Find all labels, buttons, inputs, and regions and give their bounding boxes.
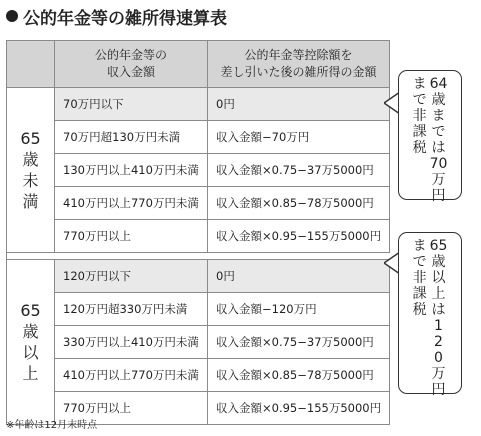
- title-text: 公的年金等の雑所得速算表: [23, 8, 227, 29]
- amount-cell: 収入金額×0.85−78万5000円: [208, 187, 390, 220]
- amount-cell: 収入金額×0.75−37万5000円: [208, 154, 390, 187]
- amount-cell: 収入金額−120万円: [208, 293, 390, 326]
- age-label-65-over: 65 歳 以 上: [7, 260, 55, 425]
- income-cell: 770万円以上: [55, 392, 208, 425]
- amount-cell: 収入金額−70万円: [208, 121, 390, 154]
- header-income: 公的年金等の 収入金額: [55, 41, 208, 88]
- amount-cell: 収入金額×0.95−155万5000円: [208, 220, 390, 253]
- amount-cell: 収入金額×0.95−155万5000円: [208, 392, 390, 425]
- income-cell: 120万円超330万円未満: [55, 293, 208, 326]
- table-row: [7, 121, 390, 154]
- callout-col-sub: ま で 非 課 税: [412, 76, 427, 156]
- amount-cell: 0円: [208, 88, 390, 121]
- table-row: [7, 359, 390, 392]
- age-label-under-65: 65 歳 未 満: [7, 88, 55, 253]
- income-cell: 70万円以下: [55, 88, 208, 121]
- callout-col-main: 65 歳 以 上 は 1 2 0 万 円: [429, 238, 448, 398]
- income-cell: 120万円以下: [55, 260, 208, 293]
- header-age-empty: [7, 41, 55, 88]
- income-cell: 130万円以上410万円未満: [55, 154, 208, 187]
- group-gap: [7, 253, 390, 260]
- callout-col-main: 64 歳 ま で は 70 万 円: [429, 76, 448, 204]
- table-row: [7, 260, 390, 293]
- bullet-icon: [6, 10, 18, 22]
- table-row: [7, 154, 390, 187]
- amount-cell: 収入金額×0.75−37万5000円: [208, 326, 390, 359]
- callout-under-65: [398, 70, 462, 204]
- income-cell: 410万円以上770万円未満: [55, 359, 208, 392]
- table-row: [7, 326, 390, 359]
- footnote: ※年齢は12月末時点: [6, 420, 98, 431]
- amount-cell: 0円: [208, 260, 390, 293]
- header-amount: 公的年金等控除額を 差し引いた後の雑所得の金額: [208, 41, 390, 88]
- table-row: [7, 220, 390, 253]
- table-row: [7, 293, 390, 326]
- tax-table: [6, 40, 390, 425]
- header-row: [7, 41, 390, 88]
- callout-col-sub: ま で 非 課 税: [412, 238, 427, 318]
- income-cell: 770万円以上: [55, 220, 208, 253]
- table-row: [7, 187, 390, 220]
- income-cell: 70万円超130万円未満: [55, 121, 208, 154]
- table-row: [7, 88, 390, 121]
- callout-65-over: [398, 232, 462, 398]
- amount-cell: 収入金額×0.85−78万5000円: [208, 359, 390, 392]
- page-title: [6, 4, 227, 28]
- income-cell: 410万円以上770万円未満: [55, 187, 208, 220]
- income-cell: 330万円以上410万円未満: [55, 326, 208, 359]
